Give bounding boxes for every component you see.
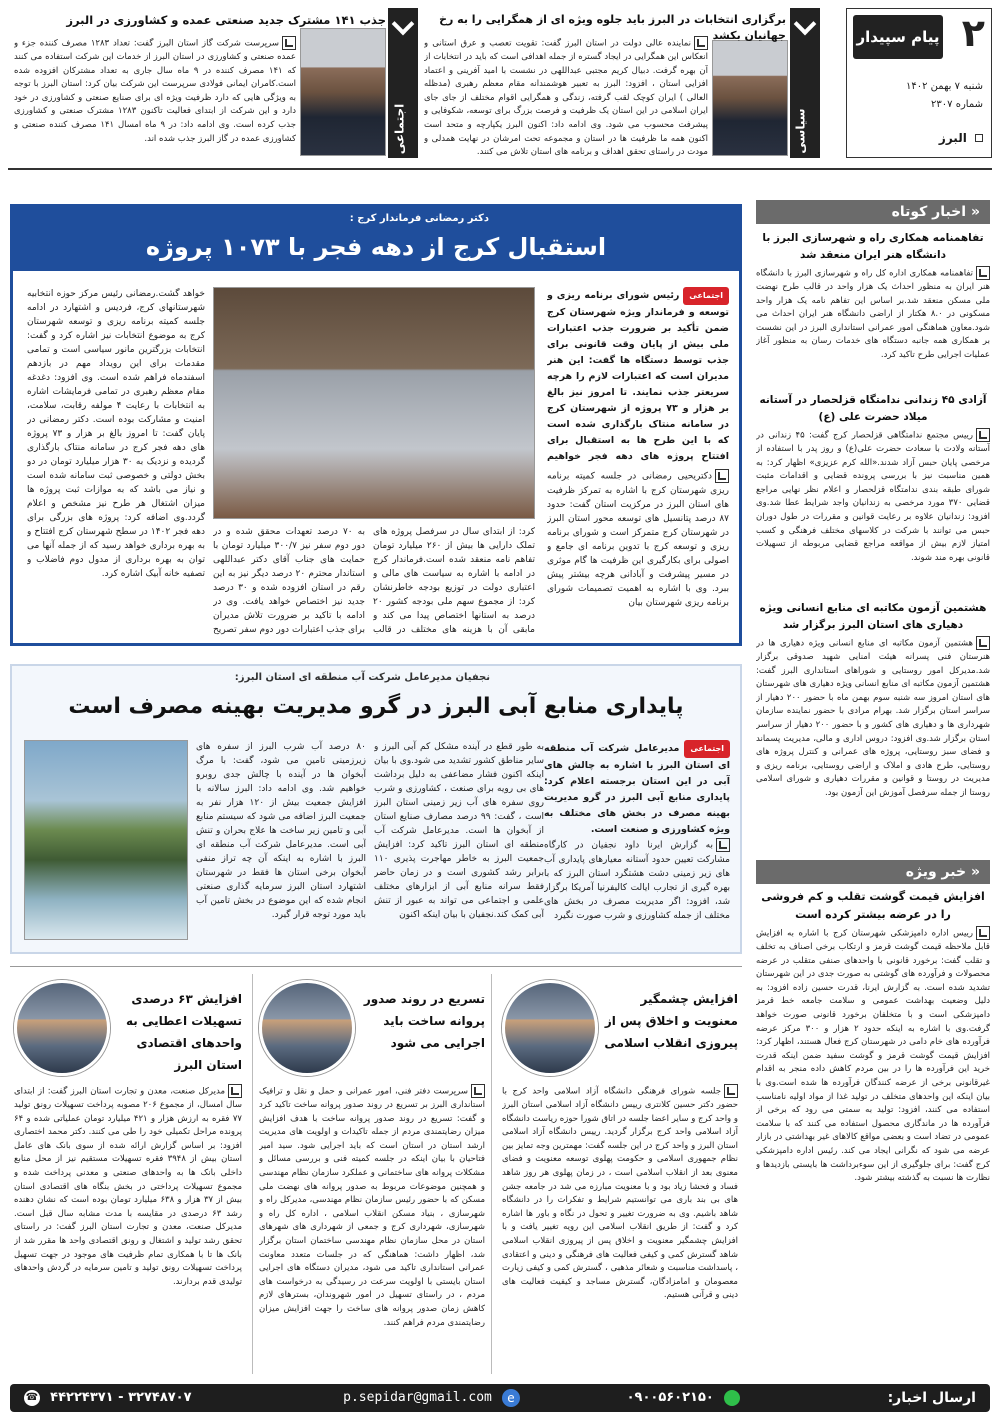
col-text: به ۷۰ درصد تعهدات محقق شده و در دور دوم سفر نیز ۳۰۰/۷ میلیارد تومان با حمایت های جناب آقای دکتر عبداللهی استاندار محترم ۲۰ درصد دیگر نیز به این رقم در استان افزوده شده و ۳۰ درصد جدید نیز اختصاص خواهد یافت. وی در ادامه با تاکید بر ضرورت تلاش مدیران برای جذب اعتبارات دور دوم سفر تصریح (213, 527, 365, 635)
main-story-photo (213, 287, 535, 519)
email-address: p.sepidar@gmail.com (343, 1390, 492, 1405)
short-news-label: اخبار کوتاه (891, 204, 967, 220)
bottom-article-text: مدیرکل صنعت، معدن و تجارت استان البرز گفت: از ابتدای سال امسال، از مجموع ۲۰۶ مصوبه پرداخت تسهیلات رونق تولید ۷۷ فقره به ارزش هزار و ۴۲۱ میلیارد تومان عملیاتی شده و ۶۴ پرونده مراحل تکمیلی خود را طی می کنند. دکتر محمد اختصاری افزود: بر اساس گزارش ارائه شده از سوی بانک های عامل استان بیش از ۳۹۴۸ فقره تسهیلات مستقیم نیز از محل منابع داخلی بانک ها به واحدهای صنعتی و معدنی پرداخت شده و مجموع تسهیلات پرداختی در بخش بنگاه های اقتصادی استان بیش از ۳۷ هزار و ۶۳۸ میلیارد تومان بوده است که نشان دهنده رشد ۶۳ درصدی در مقایسه با مدت مشابه سال قبل است. مدیرکل صنعت، معدن و تجارت استان البرز گفت: در راستای تحقق رشد تولید و اشتغال و رونق اقتصادی واحد ها مقرر شد از بانک ها تا با همکاری تمام ظرفیت های موجود در جهت تسهیل پرداخت تسهیلات رونق تولید و تامین سرمایه در گردش واحدهای تولیدی قدم بردارند. (14, 1086, 242, 1287)
main-story-col2 (373, 525, 535, 639)
short-news-header (756, 200, 990, 224)
article-arrow-icon (471, 1084, 485, 1098)
sidebar-item (756, 392, 990, 596)
issue-date: شنبه ۷ بهمن ۱۴۰۲ (906, 81, 983, 92)
main-story-header (13, 207, 739, 271)
bottom-article-title: افزایش ۶۳ درصدی تسهیلات اعطایی به واحدهای اقتصادی استان البرز (126, 992, 242, 1072)
page-number: ۲ (961, 11, 985, 55)
main-story-title: استقبال کرج از دهه فجر با ۱۰۷۳ پروژه (145, 233, 607, 261)
special-news-title: افزایش قیمت گوشت تقلب و کم فروشی را در عرضه بیشتر کرده است (761, 890, 985, 921)
logo-text: پیام سپیدار (856, 28, 940, 46)
top-divider (8, 168, 992, 170)
main-story-lead-text: رئیس شورای برنامه ریزی و توسعه و فرماندار ویژه شهرستان کرج ضمن تأکید بر ضرورت جذب اعتبارات ملی بیش از پایان وقت قانونی برای جذب توسط دستگاه ها گفت: این هنر مدیران است که اعتبارات لازم را هرچه سریعتر جذب نمایند. تا امروز نیز بالغ بر هزار و ۷۳ پروژه از شهرستان کرج در سامانه منتاک بارگذاری شده است که با این طرح ها به استقبال برای افتتاح پروژه های دهه فجر خواهیم (547, 290, 729, 462)
whatsapp-number: ۰۹۰۰۵۶۰۲۱۵۰ (626, 1390, 714, 1405)
sidebar-item-body (756, 428, 990, 596)
bottom-article-photo (259, 980, 355, 1076)
footer-label: ارسال اخبار: (887, 1390, 976, 1406)
email-contact[interactable] (343, 1384, 520, 1412)
water-story-lead (544, 740, 730, 836)
water-story (10, 664, 742, 954)
bottom-article-title: تسریع در روند صدور پروانه ساخت باید اجرایی می شود (363, 992, 485, 1050)
sidebar-item (756, 600, 990, 854)
article-arrow-icon (282, 36, 296, 50)
bottom-article-body (502, 1084, 738, 1370)
water-story-col2 (374, 740, 544, 946)
special-news (756, 888, 990, 1326)
top-center-body (424, 36, 708, 160)
sidebar-item-body (756, 636, 990, 854)
main-story-kicker: دکتر رمضانی فرماندار کرج : (349, 213, 489, 224)
section-badge: اجتماعی (683, 287, 729, 305)
sidebar-item-text: هشتمین آزمون مکاتبه ای منابع انسانی ویژه دهیاری ها در هنرستان فنی پسرانه هیئت امنایی شهید صدوقی برگزار شد.مدیرکل امور روستایی و شوراهای استانداری البرز گفت: هشتمین آزمون مکاتبه ای منابع انسانی ویژه دهیاری های شهرستان های استان امروز سه شنبه سوم بهمن ماه با حضور ۲۰۰ دهیار از سراسر استان برگزار شد. بهرام مرادی با حضور نماینده سازمان شهرداری ها و دهیاری های کشور و با حضور ۲۰۰ دهیار از سراسر استان برگزار شد.وی افزود: دروس اداری و مالی، مدیریت پسماند و فضای سبز روستایی، پروژه های عمرانی و کنترل پروژه های روستایی، طرح هادی و املاک و اراضی روستایی، برنامه ریزی و مدیریت در روستا و قوانین و مقررات دهیاری و شورای اسلامی روستا از جمله سرفصل آموزش این آزمون بود. (756, 638, 990, 799)
article-arrow-icon (976, 636, 990, 650)
region-text: البرز (938, 131, 967, 145)
water-story-title: پایداری منابع آبی البرز در گرو مدیریت بهینه مصرف است (68, 694, 684, 719)
bottom-article-text: جلسه شورای فرهنگی دانشگاه آزاد اسلامی واحد کرج با حضور دکتر حسین کلانتری رییس دانشگاه آزاد اسلامی استان البرز و واحد کرج و سایر اعضا جلسه در اتاق شورا حوزه ریاست دانشگاه آزاد اسلامی واحد کرج برگزار گردید. رییس دانشگاه آزاد اسلامی استان البرز و واحد کرج در این جلسه گفت: مهمترین وجه تمایز بین نظام جمهوری اسلامی و حکومت پهلوی توسعه معنویت و فضای معنوی بعد از انقلاب اسلامی است ، در زمان پهلوی هر روز شاهد فساد و فحشا زیاد بود و با معنویت مبارزه می شد در جامعه جشن های بی بند باری می توانستیم شرایط و تفکرات را در دانشگاه شاهد باشیم. وی به ضرورت تغییر و تحول در نگاه و باور ها اشاره کرد و گفت: از طریق انقلاب اسلامی این رویه تغییر یافت و با افزایش چشمگیر معنویت و اخلاق پس از پیروزی انقلاب اسلامی شاهد گسترش کمی و کیفی فعالیت های فرهنگی و دینی و اعتقادی ، پاسداشت مناسبت و شعائر مذهبی ، گسترش کمی و کیفی زیارت معصومان و امامزادگان، گسترش مساجد و کیفیت فعالیت های دینی و قرآنی هستیم. (502, 1086, 738, 1301)
whatsapp-icon (724, 1390, 740, 1406)
phone-contact[interactable] (24, 1384, 192, 1412)
sidebar-item-title: تفاهمنامه همکاری راه و شهرسازی البرز با دانشگاه هنر ایران منعقد شد (762, 232, 984, 261)
arrow-icon (392, 13, 415, 36)
top-center-text: نماینده عالی دولت در استان البرز گفت: تقویت تعصب و عرق استانی و انعکاس این همگرایی در ایجاد گستره از جمله اهدافی است که باید در انتخابات از آن بهره گرفت. دبیال کریم مجتبی عبداللهی در نشست با امید آفرینی و اعتماد افزایی استان ، افزود: البرز به تعبیر هوشمندانه مقام معظم رهبری (مدظله العالی ) ایران کوچک لقب گرفته، زندگی و همگرایی اقوام مختلف از جای جای ایران اسلامی در این استان یک ظرفیت و فرصت بزرگ برای توسعه، شکوفایی و پیشرفت محسوب می شود. وی ادامه داد: اکنون البرز یکپارچه و متحد است اکنون همه ما ظرفیت ها در استان و مجموعه تحت امرشان در نهایت همدلی و مودت در راستای تحقق اهداف و برنامه های استان تلاش می کنند. (424, 38, 708, 158)
bottom-article-body (259, 1084, 485, 1370)
col-text: دکتریحیی رمضانی در جلسه کمیته برنامه ریزی شهرستان کرج با اشاره به تمرکز ظرفیت های استان البرز در مرکزیت استان گفت: حدود ۸۷ درصد پتانسیل های توسعه محور استان البرز در شهرستان کرج متمرکز است و شورای برنامه ریزی و توسعه کرج با تدوین برنامه ای جامع و اصولی برای بکارگیری این ظرفیت ها گام موثری در مسیر پیشرفت و آبادانی هرچه بیشتر پیش ببرد. وی با اشاره به اهمیت تصمیمات شورای برنامه ریزی شهرستان بیان (547, 471, 729, 608)
sidebar-item-text: تفاهمنامه همکاری اداره کل راه و شهرسازی البرز با دانشگاه هنر ایران به منظور احداث یک هزار واحد در قالب طرح نهضت ملی مسکن منعقد شد.بر اساس این تفاهم نامه یک هزار واحد مسکونی در ۸.۰ هکتار از اراضی دانشگاه هنر ایران احداث می شود.معاون هماهنگی امور عمرانی استانداری البرز در این نشست بر همکاری همه جانبه دستگاه های خدمات رسان به منظور آغاز عملیات اجرایی طرح تاکید کرد. (756, 268, 990, 361)
arrow-icon (794, 13, 817, 36)
water-story-photo (24, 740, 188, 940)
bottom-article (10, 974, 246, 1374)
main-story-col1 (547, 469, 729, 639)
chevron-icon: « (970, 204, 980, 220)
masthead (846, 8, 992, 158)
main-story-col3 (213, 525, 365, 639)
section-badge: اجتماعی (684, 740, 730, 758)
sidebar (756, 200, 990, 1370)
col-text: به طور قطع در آینده مشکل کم آبی البرز و سایر مناطق کشور تشدید می شود.وی با بیان اینکه اکنون فشار مضاعفی به دلیل برداشت های بی رویه برای صنعت ، کشاورزی و شرب روی سفره های آب زیر زمینی استان البرز است ، گفت: ۹۹ درصد مصارف صنایع استان از آبخوان ها است. مدیرعامل شرکت آب منطقه ای استان البرز تاکید کرد: افزایش جمعیت البرز به خاطر مهاجرت پذیری ۱۱۰ برابر رشد کشوری است و در زمان حاضر فقط سرانه منابع آبی از ابزارهای مختلف علمی و اجتماعی می تواند به عبور از تنش آبی کمک کند.نجفیان با بیان اینکه اکنون (374, 742, 544, 920)
water-story-col1 (544, 838, 730, 946)
special-news-header (756, 860, 990, 884)
top-center-title: برگزاری انتخابات در البرز باید جلوه ویژه ای از همگرایی را به رخ جهانیان بکشد (439, 13, 786, 42)
top-left-text: سرپرست شرکت گاز استان البرز گفت: تعداد ۱۲۸۳ مصرف کننده جزء و عمده صنعتی و کشاورزی در استان البرز از خدمات این شرکت استفاده می کنند که ۱۴۱ مصرف کننده در ۹ ماه سال جاری به تعداد مشترکان افزوده شده است.کامران ایمانی فولادی سرپرست این شرکت بیان کرد: استان البرز با توجه به ویژگی هایی که دارد ظرفیت ویژه ای برای صنایع صنعتی و کشاورزی در خود دارد و این شرکت از ابتدای فعالیت تاکنون ۱۲۸۳ مشترک صنعتی و کشاورزی جذب کرده است. وی ادامه داد: در ۹ ماه امسال ۱۴۱ مصرف کننده صنعتی و کشاورزی عمده در گاز البرز جذب شده اند. (14, 38, 296, 144)
square-icon (975, 134, 983, 142)
special-news-label: خبر ویژه (905, 864, 967, 880)
section-tab-politics (790, 8, 820, 158)
bottom-article-photo (14, 980, 110, 1076)
col-text: به گزارش ایرنا داود نجفیان در کارگاه مشارکت تعیین حدود آستانه معیارهای پایداری آب های زیر زمینی دشت هشتگرد استان البرز که با بهره گیری از تجارب ایالت کالیفرنیا آمریکا برگزار شد، افزود: اگر مدیریت مصرف در بخش های مختلف از جمله کشاورزی و شرب صورت نگیرد (544, 840, 730, 921)
bottom-article (498, 974, 742, 1374)
article-arrow-icon (716, 838, 730, 852)
bottom-article-photo (502, 980, 598, 1076)
email-icon: e (502, 1389, 520, 1407)
section-label: اجتماعی (392, 103, 407, 155)
special-news-text: رییس اداره دامپزشکی شهرستان کرج با اشاره به افزایش قابل ملاحظه قیمت گوشت قرمز و ارتکاب برخی اصناف به تخلف و تقلب گفت: برخورد قانونی با واحدهای صنفی متقلب در عرضه محصولات و فرآورده های گوشتی به صورت جدی در این شهرستان تشدید شده است. به گزارش ایرنا، قدرت حسین زاده افزود: به دلیل وضعیت بهداشت عمومی و سلامت جامعه خط قرمز دامپزشکی است و با متخلفان برخورد قانونی صورت خواهد گرفت.وی با اشاره به اینکه حدود ۲ هزار و ۳۰۰ مرکز عرضه فرآورده های خام دامی در شهرستان کرج فعال هستند، اظهار کرد: افزایش قیمت گوشت قرمز و گوشت سفید ضمن اینکه قدرت خرید این فرآورده ها را در بین مردم کاهش داده منجر به اقدام غیرقانونی برخی از عرضه کنندگان فرآورده ها شده است.وی با بیان اینکه این واحدهای متخلف در تولید غذا از مواد اولیه نامناسب استفاده می کنند، افزود: تولید به سمتی می رود که برخی از فرآورده ها در ماندگاری محصول استفاده می کنند که با سلامت عمومی در تضاد است و بعضی مواقع کالاهای غیر بهداشتی در بازار عرضه می شود که نگرانی ایجاد می کند. رئیس اداره دامپزشکی کرج گفت: برای جلوگیری از این سوءبرداشت ها بایستی بازدیدها و نظارت ها نسبت به گذشته بیشتر شود. (756, 928, 990, 1184)
logo (853, 15, 943, 59)
col-text: ۸۰ درصد آب شرب البرز از سفره های زیرزمینی تامین می شود، گفت: با مرگ آبخوان ها در آینده با چالش جدی روبرو خواهیم شد. وی ادامه داد: البرز سالانه با افزایش جمعیت بیش از ۱۲۰ هزار نفر به جمعیت البرز اضافه می شود که سیستم منابع آبی و تامین زیر ساخت ها علاج بحران و تنش آبی است. مدیرعامل شرکت آب منطقه ای البرز با اشاره به اینکه آن چه تراز منفی آبخوان برخی استان ها فقط در شهرستان اشتهارد استان البرز سرمایه گذاری صنعتی انجام شده که این موضوع در بخش تامین آب باید مورد توجه قرار گیرد. (196, 742, 366, 920)
article-arrow-icon (228, 1084, 242, 1098)
footer-bar (10, 1384, 990, 1412)
sidebar-item-title: هشتمین آزمون مکاتبه ای منابع انسانی ویژه دهیاری های استان البرز برگزار شد (759, 602, 987, 631)
main-story-lead (547, 287, 729, 467)
article-arrow-icon (724, 1084, 738, 1098)
bottom-divider (10, 966, 742, 967)
col-text: خواهد گشت.رمضانی رئیس مرکز حوزه انتخابیه شهرستانهای کرج، فردیس و اشتهارد در ادامه جلسه کمیته برنامه ریزی و توسعه شهرستان کرج به موضوع انتخابات نیز اشاره کرد و گفت: انتخابات بزرگترین مانور سیاسی است و تمامی مقدمات برای این رویداد مهم در بازدهم اسفندماه فراهم شده است. وی افزود: دغدغه مقام معظم رهبری در تمامی فرمایشات اشاره به انتخابات با رعایت ۴ مولفه رقابت، سلامت، امنیت و مشارکت بوده است. دکتر رمضانی در پایان گفت: تا امروز بالغ بر هزار و ۷۳ پروژه های دهه فجر کرج در سامانه منتاک بارگذاری گردیده و نزدیک به ۳۰ هزار میلیارد تومان در دو بخش دولتی و خصوصی ثبت سامانه شده است و نیاز می باشد که به موازات ثبت پروژه ها میزان اشتغال هر طرح نیز مشخص و اعلام گردد.وی اضافه کرد: پروژه های بزرگی برای دهه فجر ۱۴۰۲ در سطح شهرستان کرج افتتاح و به بهره برداری خواهد رسید که از جمله آنها می توان به بهره برداری از مدول دوم فاضلاب و تصفیه خانه آبیک اشاره کرد. (27, 289, 205, 579)
sidebar-item-text: رییس مجتمع ندامتگاهی قزلحصار کرج گفت: ۴۵ زندانی در آستانه ولادت با سعادت حضرت علی(ع) و روز پدر با استفاده از مرخصی پایان حبس آزاد شدند.«الله کرم عزیزی» اظهار کرد: به همین مناسبت نیز با بررسی پرونده قضایی و اقدامات مثبت شورای طبقه بندی ندامتگاه قزلحصار و اعلام نظر نهایی مراجع قضایی ۳۷۰ مورد مرخصی به زندانیان واجد شرایط عطا شد.وی افزود: زندانیان علاوه بر رعایت قوانین و مقررات در طول دوران حبس می توانند با شرکت در کلاسهای مختلف فرهنگی و کسب امتیاز لازم بیش از مواقعه مراجع قضایی مربوطه از تسهیلات قانونی بهره مند شوند. (756, 430, 990, 563)
water-story-header (12, 666, 740, 730)
sidebar-item-body (756, 266, 990, 388)
section-label: سیاسی (793, 108, 808, 154)
water-story-lead-text: مدیرعامل شرکت آب منطقه ای استان البرز با اشاره به چالش های آبی در این استان برجسته اعلام کرد: پایداری منابع آبی البرز در گرو مدیریت بهینه مصرف در بخش های مختلف به ویژه کشاورزی و صنعت است. (544, 743, 730, 835)
sidebar-item (756, 230, 990, 388)
bottom-article-text: سرپرست دفتر فنی، امور عمرانی و حمل و نقل و ترافیک استانداری البرز بر تسریع در روند صدور پروانه ساخت تاکید کرد و گفت: تسریع در روند صدور پروانه ساخت با هدف افزایش میزان رضایتمندی مردم از جمله تاکیدات و اولویت های مدیریت ارشد استان در استان است که باید اجرایی شود. سید امیر فتاحیان با بیان اینکه در جلسه کمیته فنی و بررسی مسائل و مشکلات پروانه های ساختمانی و عملکرد سازمان نظام مهندسی و همچنین موضوعات مربوط به صدور پروانه های نهضت ملی مسکن که با حضور رئیس سازمان نظام مهندسی، مدیرکل راه و شهرسازی ، بنیاد مسکن انقلاب اسلامی ، اداره کل راه و شهرسازی، شهرداری کرج و جمعی از شهرداری های شهرهای استان در محل سازمان نظام مهندسی ساختمان استان برگزار شد، اظهار داشت: هماهنگی که در جلسات متعدد معاونت عمرانی استانداری تاکید می شود، مدیران دستگاه های اجرایی استان بایستی با اولویت سرعت در رسیدگی به درخواست های مردم ، در راستای تسهیل در امور شهروندان، بسترهای لازم کاهش زمان صدور پروانه های ساخت را جهت افزایش میزان رضایتمندی مردم فراهم کنند. (259, 1086, 485, 1328)
article-arrow-icon (976, 926, 990, 940)
bottom-article-title: افزایش چشمگیر معنویت و اخلاق پس از پیروزی انقلاب اسلامی (604, 992, 738, 1050)
sidebar-item-title: آزادی ۴۵ زندانی ندامتگاه قزلحصار در آستانه میلاد حضرت علی (ع) (759, 394, 987, 423)
article-arrow-icon (976, 428, 990, 442)
col-text: کرد: از ابتدای سال در سرفصل پروژه های تملک دارایی ها بیش از ۲۶۰ میلیارد تومان تفاهم نامه منعقد شده است.فرماندار کرج در ادامه با اشاره به سیاست های مالی و اعتباری دولت در توزیع بودجه خاطرنشان کرد: از مجموع سهم ملی بودجه کشور ۲۰ درصد به استانها اختصاص پیدا می کند و مابقی آن با هزینه های مختلف در قالب (373, 527, 535, 635)
chevron-icon: « (970, 864, 980, 880)
top-center-photo (712, 40, 788, 156)
main-story-col4 (27, 287, 205, 639)
top-left-title: جذب ۱۴۱ مشترک جدید صنعتی عمده و کشاورزی در البرز (66, 13, 386, 27)
article-arrow-icon (694, 36, 708, 50)
top-left-body (14, 36, 296, 160)
main-story (10, 204, 742, 646)
phone-icon: ☎ (24, 1390, 40, 1406)
phone-number: ۳۲۷۴۸۷۰۷ - ۴۴۲۲۴۳۷۱ (50, 1390, 192, 1405)
whatsapp-contact[interactable] (627, 1384, 740, 1412)
issue-number: شماره ۲۳۰۷ (931, 99, 983, 110)
bottom-article (252, 974, 492, 1374)
water-story-col3 (196, 740, 366, 946)
top-left-photo (300, 28, 386, 156)
bottom-article-body (14, 1084, 242, 1370)
special-news-body (756, 926, 990, 1326)
article-arrow-icon (715, 469, 729, 483)
water-story-kicker: نجفیان مدیرعامل شرکت آب منطقه ای استان البرز: (234, 672, 490, 683)
article-arrow-icon (976, 266, 990, 280)
section-tab-social (388, 8, 418, 158)
region-label (939, 131, 983, 145)
